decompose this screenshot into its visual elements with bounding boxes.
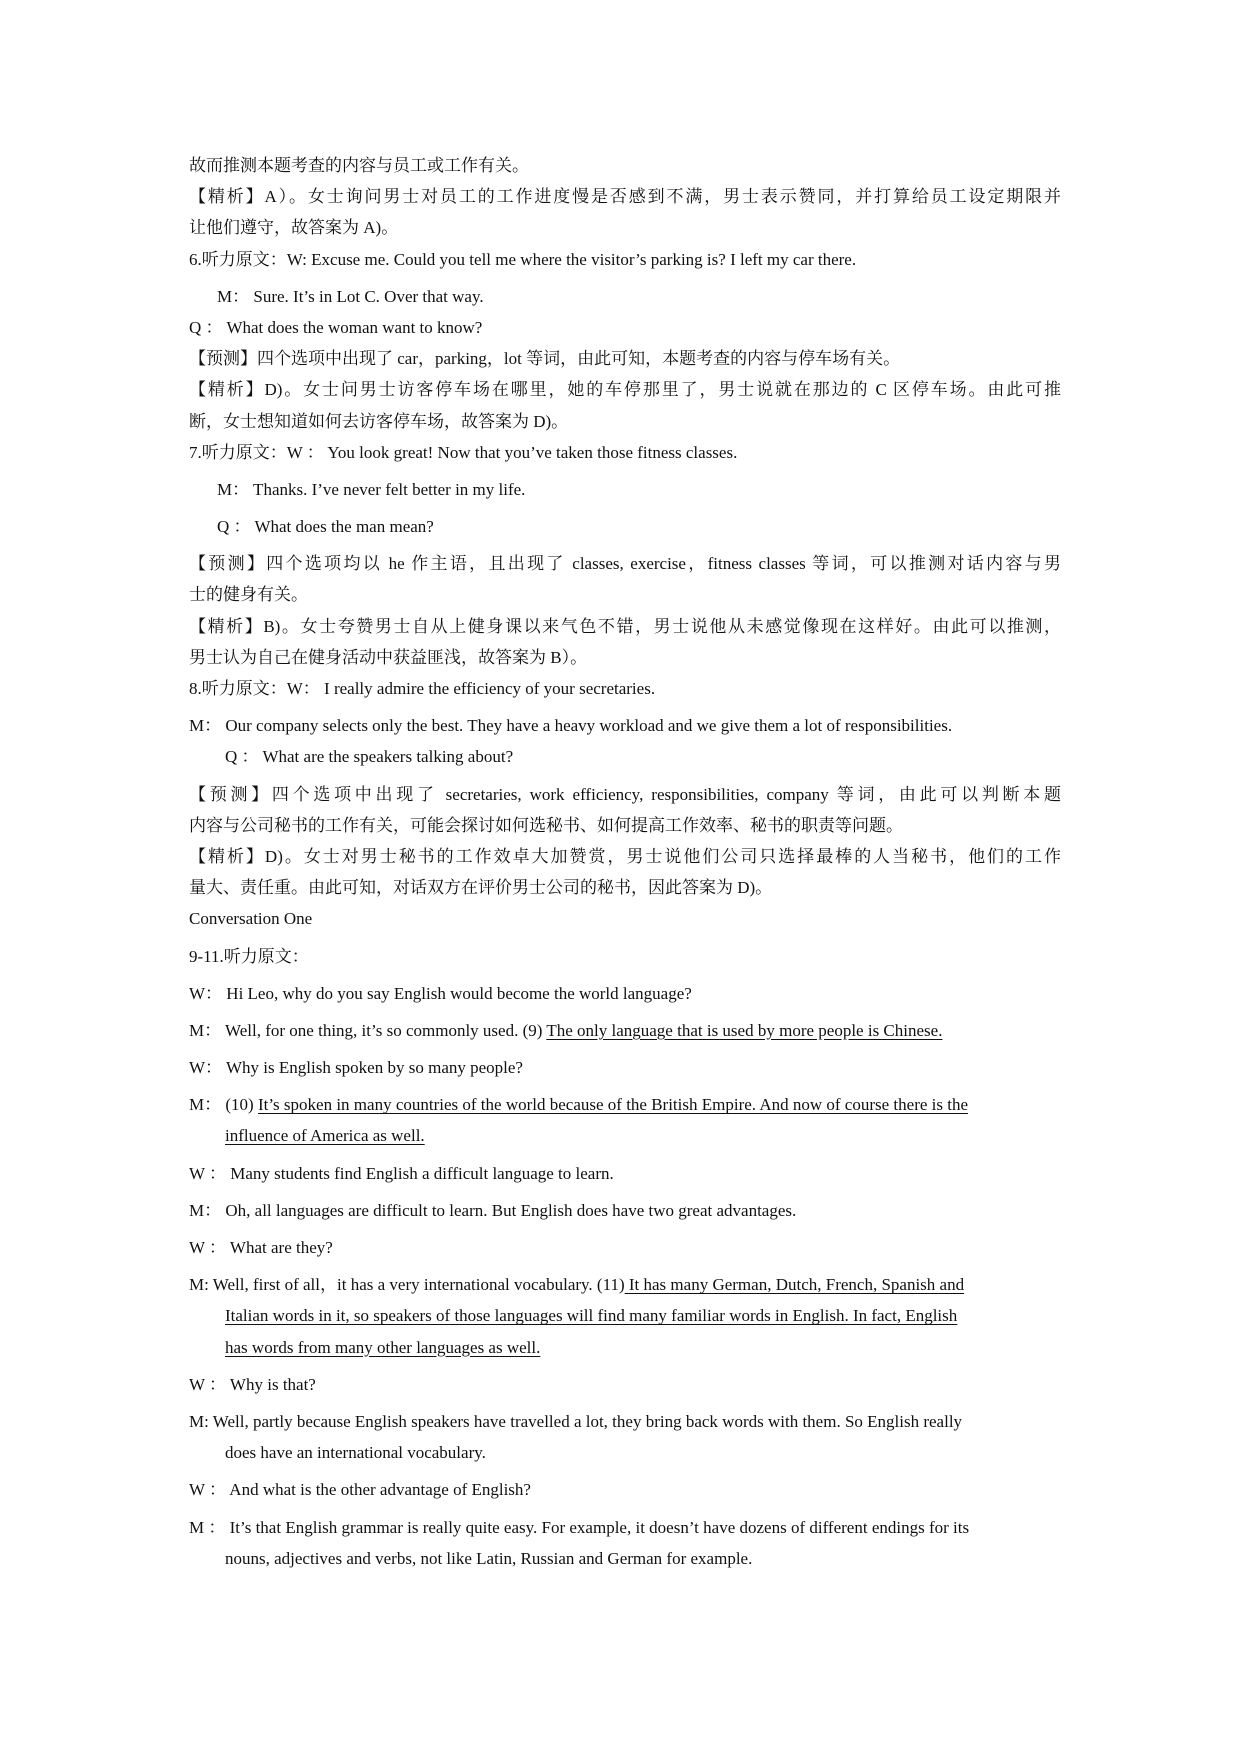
text-line: 断，女士想知道如何去访客停车场，故答案为 D)。 (189, 411, 569, 431)
dialogue-line (189, 1089, 1061, 1120)
underlined-answer: has words from many other languages as well. (225, 1337, 541, 1357)
dialogue-line (189, 1269, 1061, 1300)
text-line: M： Thanks. I’ve never felt better in my life. (217, 479, 526, 499)
underlined-answer: It has many German, Dutch, French, Spanish and (624, 1275, 965, 1295)
text-line: 【精析】D)。女士对男士秘书的工作效卓大加赞赏，男士说他们公司只选择最棒的人当秘书，他们的工作 (189, 846, 1061, 866)
text-line: M： Sure. It’s in Lot C. Over that way. (217, 286, 484, 306)
text-line: 7.听力原文：W ： You look great! Now that you’ve taken those fitness classes. (189, 442, 738, 462)
text-line: 男士认为自己在健身活动中获益匪浅，故答案为 B）。 (189, 647, 588, 667)
dialogue-line: W： Why is English spoken by so many people? (189, 1058, 523, 1078)
dialogue-line: M: Well, partly because English speakers have travelled a lot, they bring back words with them. So English really (189, 1411, 963, 1431)
dialogue-line: nouns, adjectives and verbs, not like Latin, Russian and German for example. (225, 1548, 753, 1568)
dialogue-lead: M： (10) (189, 1095, 258, 1115)
document-page (189, 150, 1061, 1574)
dialogue-lead: M： Well, for one thing, it’s so commonly used. (9) (189, 1020, 547, 1040)
text-line: 【精析】D)。女士问男士访客停车场在哪里，她的车停那里了，男士说就在那边的 C 区停车场。由此可推 (189, 380, 1061, 400)
text-line: 9-11.听力原文： (189, 946, 309, 966)
text-line: Q ： What does the man mean? (217, 517, 434, 537)
dialogue-line: M ： It’s that English grammar is really quite easy. For example, it doesn’t have dozens of different endings for its (189, 1517, 970, 1537)
section-heading: Conversation One (189, 909, 313, 929)
dialogue-line: W ： Many students find English a difficult language to learn. (189, 1163, 614, 1183)
text-line: 【精析】A）。女士询问男士对员工的工作进度慢是否感到不满，男士表示赞同，并打算给员工设定期限并 (189, 187, 1061, 207)
dialogue-line: M： Oh, all languages are difficult to learn. But English does have two great advantages. (189, 1200, 797, 1220)
text-line: 让他们遵守，故答案为 A)。 (189, 218, 399, 238)
text-line: 【预测】四个选项中出现了 car，parking，lot 等词，由此可知，本题考查的内容与停车场有关。 (189, 349, 901, 369)
text-line: 量大、责任重。由此可知，对话双方在评价男士公司的秘书，因此答案为 D)。 (189, 878, 773, 898)
dialogue-lead: M: Well, first of all，it has a very international vocabulary. (11) (189, 1275, 625, 1295)
underlined-answer: Italian words in it, so speakers of those languages will find many familiar words in English. In fact, English (225, 1306, 958, 1326)
text-line: 士的健身有关。 (189, 585, 308, 605)
dialogue-line: W ： What are they? (189, 1238, 333, 1257)
underlined-answer: The only language that is used by more people is Chinese. (546, 1020, 943, 1040)
text-line: 【预测】四个选项中出现了 secretaries, work efficiency, responsibilities, company 等词，由此可以判断本题 (189, 784, 1061, 804)
text-line: 故而推测本题考查的内容与员工或工作有关。 (189, 156, 529, 175)
dialogue-line (189, 1015, 1061, 1046)
text-line: 内容与公司秘书的工作有关，可能会探讨如何选秘书、如何提高工作效率、秘书的职责等问题。 (189, 815, 903, 835)
dialogue-line: W ： Why is that? (189, 1374, 316, 1394)
text-line: 6.听力原文：W: Excuse me. Could you tell me where the visitor’s parking is? I left my car there. (189, 249, 857, 269)
dialogue-line: does have an international vocabulary. (225, 1443, 486, 1463)
text-line: 【预测】四个选项均以 he 作主语，且出现了 classes, exercise，fitness classes 等词，可以推测对话内容与男 (189, 554, 1061, 574)
text-line: M： Our company selects only the best. They have a heavy workload and we give them a lot of responsibilities. (189, 716, 953, 736)
text-line: Q ： What are the speakers talking about? (225, 747, 514, 767)
dialogue-line (189, 1300, 1061, 1331)
dialogue-line: W： Hi Leo, why do you say English would become the world language? (189, 983, 692, 1003)
underlined-answer: It’s spoken in many countries of the world because of the British Empire. And now of course there is the (257, 1095, 969, 1115)
dialogue-line (189, 1332, 1061, 1363)
underlined-answer: influence of America as well. (225, 1126, 425, 1146)
text-line: 8.听力原文：W： I really admire the efficiency of your secretaries. (189, 679, 656, 698)
dialogue-line: W ： And what is the other advantage of English? (189, 1480, 531, 1500)
dialogue-line (189, 1120, 1061, 1151)
text-line: 【精析】B)。女士夸赞男士自从上健身课以来气色不错，男士说他从未感觉像现在这样好。由此可以推测， (189, 616, 1061, 636)
text-line: Q ： What does the woman want to know? (189, 317, 483, 337)
